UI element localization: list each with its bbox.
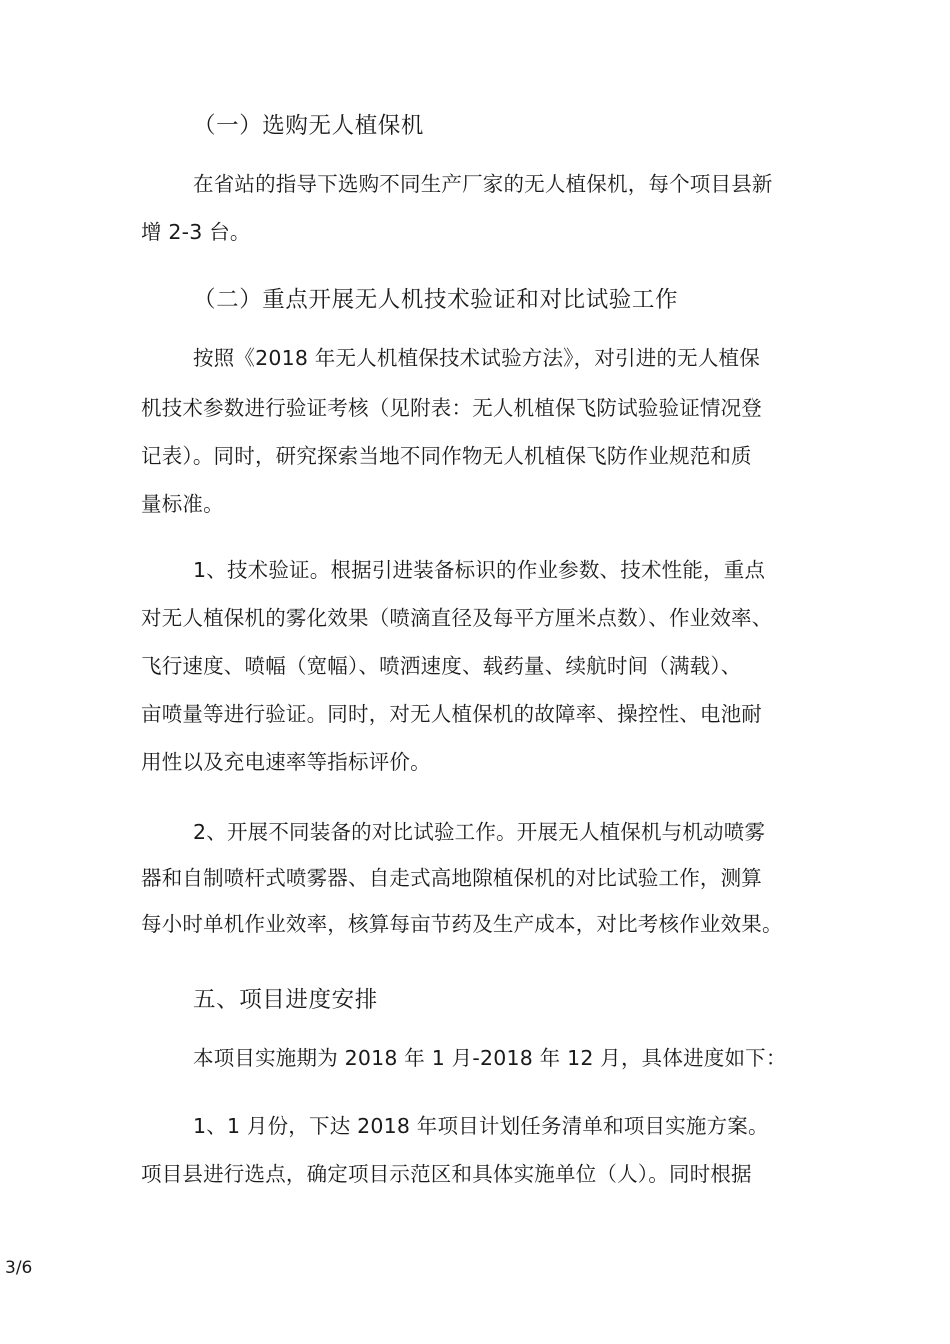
paragraph-line: 器和自制喷杆式喷雾器、自走式高地隙植保机的对比试验工作，测算: [141, 866, 762, 890]
paragraph-line: 本项目实施期为 2018 年 1 月-2018 年 12 月，具体进度如下：: [193, 1046, 787, 1070]
paragraph-line: 项目县进行选点，确定项目示范区和具体实施单位（人）。同时根据: [141, 1162, 752, 1186]
paragraph-line: 每小时单机作业效率，核算每亩节药及生产成本，对比考核作业效果。: [141, 912, 783, 936]
paragraph-line: 1、1 月份，下达 2018 年项目计划任务清单和项目实施方案。: [193, 1114, 769, 1138]
section-heading-select-drones: （一）选购无人植保机: [193, 113, 425, 139]
paragraph-line: 量标准。: [141, 492, 224, 516]
paragraph-line: 记表）。同时，研究探索当地不同作物无人机植保飞防作业规范和质: [141, 444, 752, 468]
paragraph-line: 飞行速度、喷幅（宽幅）、喷洒速度、载药量、续航时间（满载）、: [141, 654, 742, 678]
paragraph-line: 亩喷量等进行验证。同时，对无人植保机的故障率、操控性、电池耐: [141, 702, 762, 726]
paragraph-line: 机技术参数进行验证考核（见附表：无人机植保飞防试验验证情况登: [141, 396, 762, 420]
paragraph-line: 用性以及充电速率等指标评价。: [141, 750, 431, 774]
section-heading-tech-verification: （二）重点开展无人机技术验证和对比试验工作: [193, 287, 679, 313]
paragraph-line: 在省站的指导下选购不同生产厂家的无人植保机，每个项目县新: [193, 172, 773, 196]
paragraph-line: 对无人植保机的雾化效果（喷滴直径及每平方厘米点数）、作业效率、: [141, 606, 773, 630]
section-heading-schedule: 五、项目进度安排: [193, 987, 378, 1013]
page-number: 3/6: [5, 1258, 33, 1278]
paragraph-line: 按照《2018 年无人机植保技术试验方法》，对引进的无人植保: [193, 346, 760, 370]
paragraph-line: 增 2-3 台。: [141, 220, 251, 244]
paragraph-line: 1、技术验证。根据引进装备标识的作业参数、技术性能，重点: [193, 558, 766, 582]
paragraph-line: 2、开展不同装备的对比试验工作。开展无人植保机与机动喷雾: [193, 820, 766, 844]
